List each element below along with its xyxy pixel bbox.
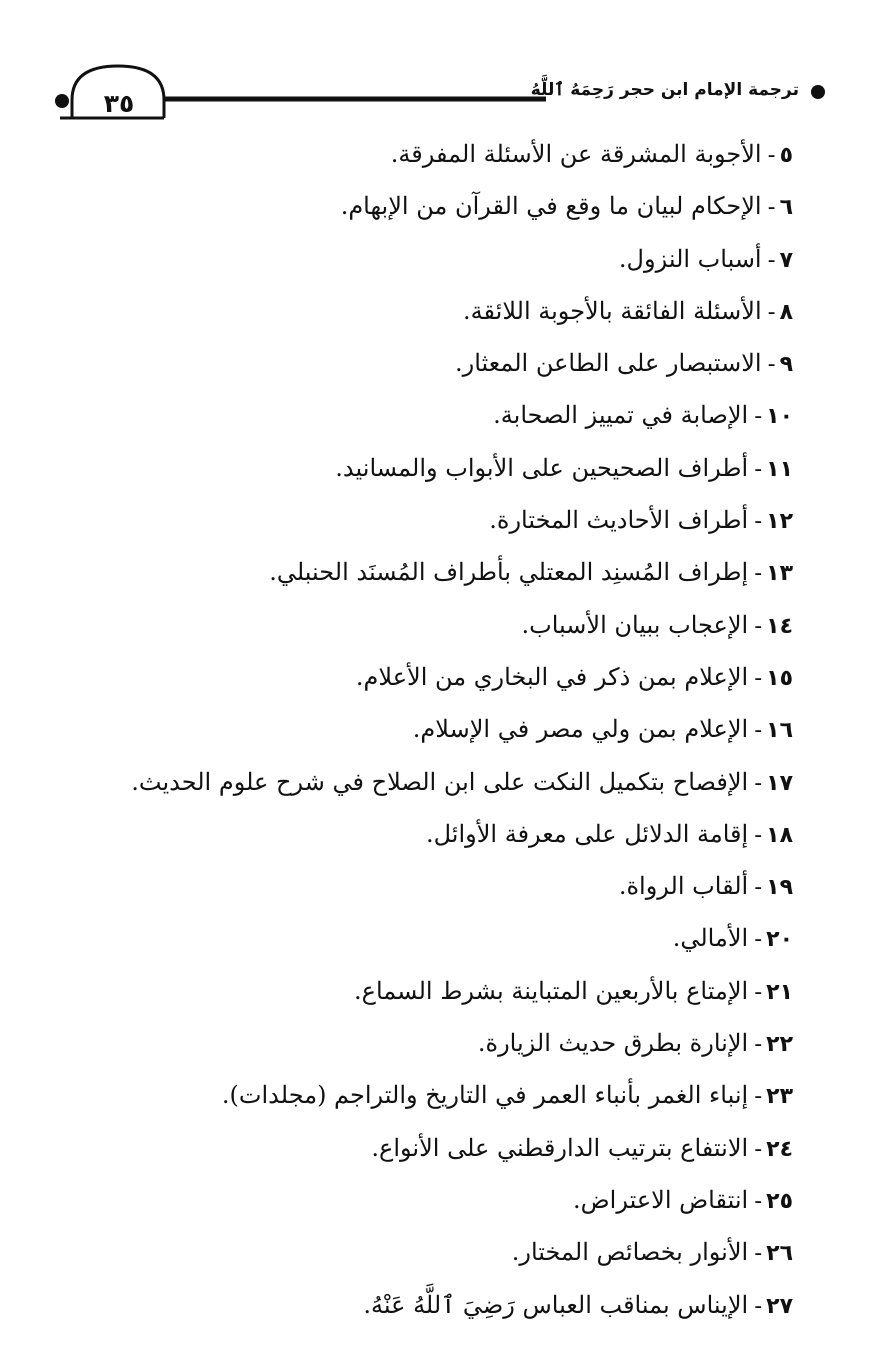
item-title: انتقاض الاعتراض. (573, 1185, 749, 1214)
item-number: ١٠ (766, 404, 793, 430)
item-separator: - (754, 770, 763, 796)
item-separator: - (754, 613, 763, 639)
item-separator: - (754, 1084, 763, 1110)
item-title: الإنارة بطرق حديث الزيارة. (477, 1029, 749, 1058)
item-title: الأسئلة الفائقة بالأجوبة اللائقة. (463, 296, 762, 325)
item-separator: - (767, 143, 776, 168)
item-title: الإحكام لبيان ما وقع في القرآن من الإبهام. (340, 192, 762, 221)
item-title: الإعجاب ببيان الأسباب. (521, 610, 749, 639)
item-separator: - (754, 1136, 763, 1162)
item-separator: - (754, 822, 763, 848)
item-title: الإعلام بمن ذكر في البخاري من الأعلام. (355, 662, 749, 691)
item-separator: - (767, 299, 776, 325)
list-item (43, 651, 793, 703)
item-number: ١٣ (766, 561, 793, 587)
item-number: ١٩ (766, 875, 793, 901)
item-number: ١١ (766, 456, 793, 482)
item-title: إقامة الدلائل على معرفة الأوائل. (425, 819, 749, 848)
item-title: إنباء الغمر بأنباء العمر في التاريخ والتراجم (مجلدات). (221, 1081, 749, 1110)
item-separator: - (754, 456, 763, 482)
list-item (43, 389, 793, 441)
item-number: ٦ (779, 195, 793, 221)
list-item (43, 285, 793, 337)
item-title: الانتفاع بترتيب الدارقطني على الأنواع. (371, 1133, 749, 1162)
page-number: ٣٥ (103, 89, 135, 118)
item-title: الأجوبة المشرقة عن الأسئلة المفرقة. (390, 140, 762, 168)
item-separator: - (754, 875, 763, 901)
item-number: ٢٦ (766, 1241, 793, 1267)
item-number: ٢١ (766, 979, 793, 1005)
item-title: أسباب النزول. (618, 244, 762, 273)
item-separator: - (754, 561, 763, 587)
list-item (43, 703, 793, 755)
list-item (43, 442, 793, 494)
item-separator: - (754, 1032, 763, 1058)
item-separator: - (754, 1241, 763, 1267)
list-item (43, 337, 793, 389)
item-title: الإعلام بمن ولي مصر في الإسلام. (412, 715, 749, 744)
item-title: الاستبصار على الطاعن المعثار. (455, 349, 762, 378)
list-item (43, 1279, 793, 1331)
item-separator: - (754, 509, 763, 535)
item-separator: - (754, 718, 763, 744)
list-item (43, 912, 793, 964)
right-bullet-dot (811, 85, 825, 99)
item-number: ٥ (779, 143, 793, 168)
item-number: ٧ (779, 247, 793, 273)
item-number: ١٤ (766, 613, 793, 639)
item-title: إطراف المُسنِد المعتلي بأطراف المُسنَد الحنبلي. (269, 558, 749, 587)
list-item (43, 494, 793, 546)
item-number: ١٥ (766, 665, 793, 691)
item-separator: - (767, 247, 776, 273)
list-item (43, 808, 793, 860)
list-item (43, 1017, 793, 1069)
item-title: الإفصاح بتكميل النكت على ابن الصلاح في شرح علوم الحديث. (131, 767, 749, 796)
book-list (43, 128, 793, 1331)
list-item (43, 233, 793, 285)
item-number: ١٦ (766, 718, 793, 744)
page-header (0, 0, 879, 140)
list-item (43, 546, 793, 598)
list-item (43, 599, 793, 651)
item-number: ٢٢ (766, 1032, 793, 1058)
list-item (43, 128, 793, 180)
item-number: ٢٥ (766, 1188, 793, 1214)
item-number: ٢٤ (766, 1136, 793, 1162)
list-item (43, 1069, 793, 1121)
list-item (43, 756, 793, 808)
item-title: الأمالي. (672, 924, 749, 953)
item-separator: - (754, 927, 763, 953)
list-item (43, 965, 793, 1017)
item-title: الأنوار بخصائص المختار. (511, 1238, 749, 1267)
item-title: أطراف الأحاديث المختارة. (489, 506, 749, 535)
list-item (43, 860, 793, 912)
item-separator: - (754, 665, 763, 691)
list-item (43, 1226, 793, 1278)
list-item (43, 1174, 793, 1226)
item-number: ١٧ (766, 770, 793, 796)
left-bullet-dot (55, 94, 69, 108)
item-title: الإصابة في تمييز الصحابة. (493, 401, 749, 430)
item-separator: - (767, 195, 776, 221)
item-title: الإمتاع بالأربعين المتباينة بشرط السماع. (354, 976, 749, 1005)
item-number: ٢٠ (766, 927, 793, 953)
item-separator: - (754, 404, 763, 430)
item-title: ألقاب الرواة. (618, 872, 749, 901)
item-number: ١٢ (766, 509, 793, 535)
item-number: ٩ (779, 352, 793, 378)
item-separator: - (754, 979, 763, 1005)
item-title: الإيناس بمناقب العباس رَضِيَ ٱللَّهُ عَنْهُ. (363, 1290, 749, 1319)
item-title: أطراف الصحيحين على الأبواب والمسانيد. (335, 453, 749, 482)
list-item (43, 1122, 793, 1174)
running-title: ترجمة الإمام ابن حجر رَحِمَهُ ٱللَّهُ (530, 80, 799, 100)
item-separator: - (767, 352, 776, 378)
list-item (43, 180, 793, 232)
item-number: ٢٧ (766, 1293, 793, 1319)
item-number: ١٨ (766, 822, 793, 848)
item-separator: - (754, 1188, 763, 1214)
item-number: ٨ (779, 299, 793, 325)
item-number: ٢٣ (766, 1084, 793, 1110)
item-separator: - (754, 1293, 763, 1319)
